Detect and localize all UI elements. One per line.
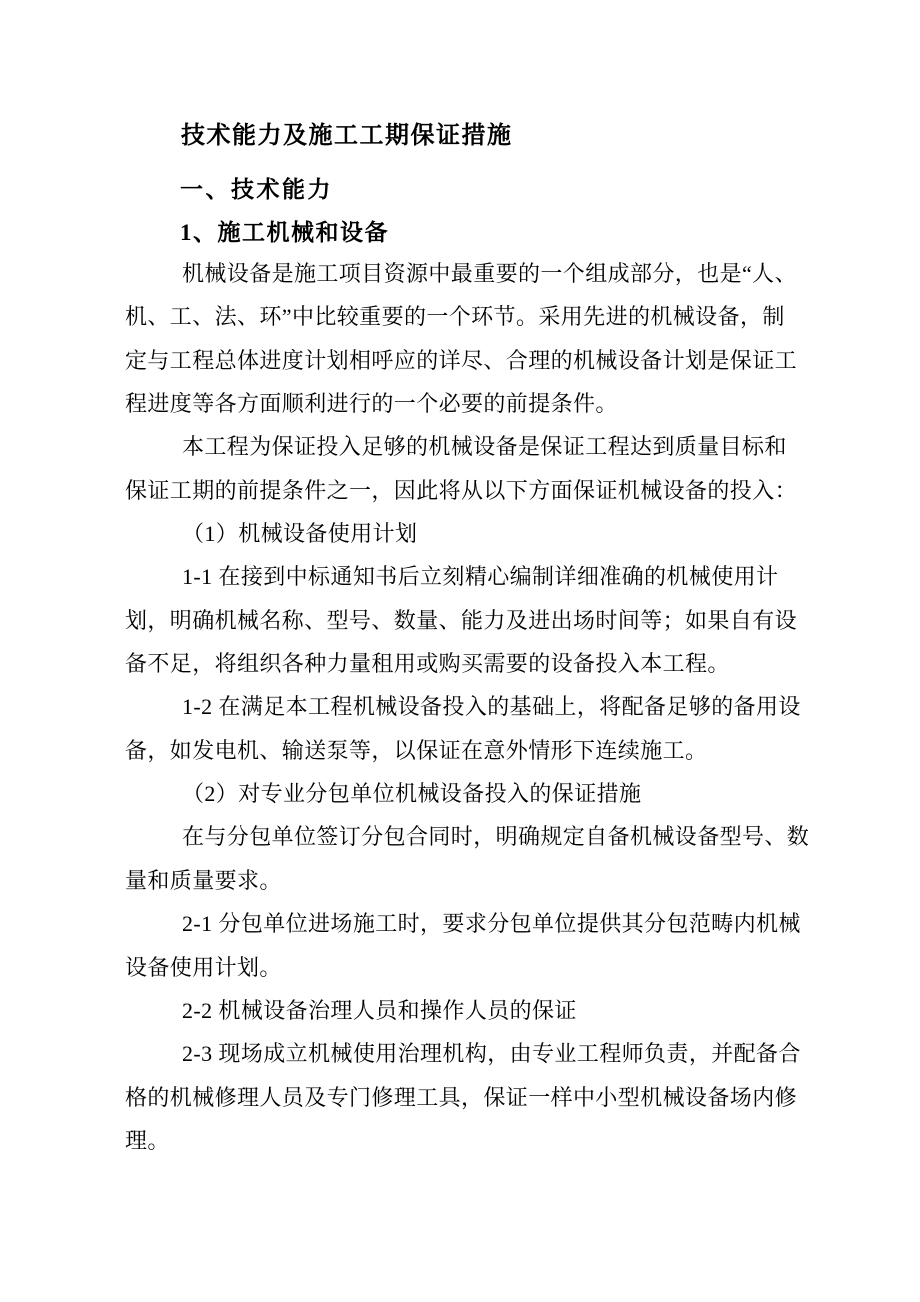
subsection-heading-machinery-equipment: 1、施工机械和设备 — [180, 220, 389, 245]
text-line: （1）机械设备使用计划 — [182, 521, 418, 547]
text-line: 程进度等各方面顺利进行的一个必要的前提条件。 — [125, 391, 618, 417]
text-line: 定与工程总体进度计划相呼应的详尽、合理的机械设备计划是保证工 — [125, 347, 798, 373]
text-line: （2）对专业分包单位机械设备投入的保证措施 — [182, 781, 642, 807]
text-line: 理。 — [125, 1127, 170, 1153]
text-line: 2-1 分包单位进场施工时，要求分包单位提供其分包范畴内机械 — [182, 911, 801, 937]
document-body — [125, 252, 810, 1162]
text-line: 1-1 在接到中标通知书后立刻精心编制详细准确的机械使用计 — [182, 564, 779, 590]
document-title: 技术能力及施工工期保证措施 — [181, 123, 513, 149]
text-line: 1-2 在满足本工程机械设备投入的基础上，将配备足够的备用设 — [182, 694, 801, 720]
text-line: 划，明确机械名称、型号、数量、能力及进出场时间等；如果自有设 — [125, 607, 798, 633]
text-line: 保证工期的前提条件之一，因此将从以下方面保证机械设备的投入： — [125, 477, 798, 503]
text-line: 格的机械修理人员及专门修理工具，保证一样中小型机械设备场内修 — [125, 1084, 798, 1110]
text-line: 本工程为保证投入足够的机械设备是保证工程达到质量目标和 — [182, 434, 787, 460]
text-line: 机械设备是施工项目资源中最重要的一个组成部分，也是“人、 — [182, 261, 797, 286]
text-line: 2-3 现场成立机械使用治理机构，由专业工程师负责，并配备合 — [182, 1041, 801, 1067]
text-line: 2-2 机械设备治理人员和操作人员的保证 — [182, 997, 577, 1023]
text-line: 设备使用计划。 — [125, 954, 282, 980]
text-line: 备不足，将组织各种力量租用或购买需要的设备投入本工程。 — [125, 651, 730, 677]
text-line: 备，如发电机、输送泵等，以保证在意外情形下连续施工。 — [125, 737, 708, 763]
text-line: 在与分包单位签订分包合同时，明确规定自备机械设备型号、数 — [182, 824, 810, 850]
text-line: 机、工、法、环”中比较重要的一个环节。采用先进的机械设备，制 — [125, 304, 785, 330]
section-heading-technical-ability: 一、技术能力 — [180, 177, 333, 202]
text-line: 量和质量要求。 — [125, 867, 282, 893]
